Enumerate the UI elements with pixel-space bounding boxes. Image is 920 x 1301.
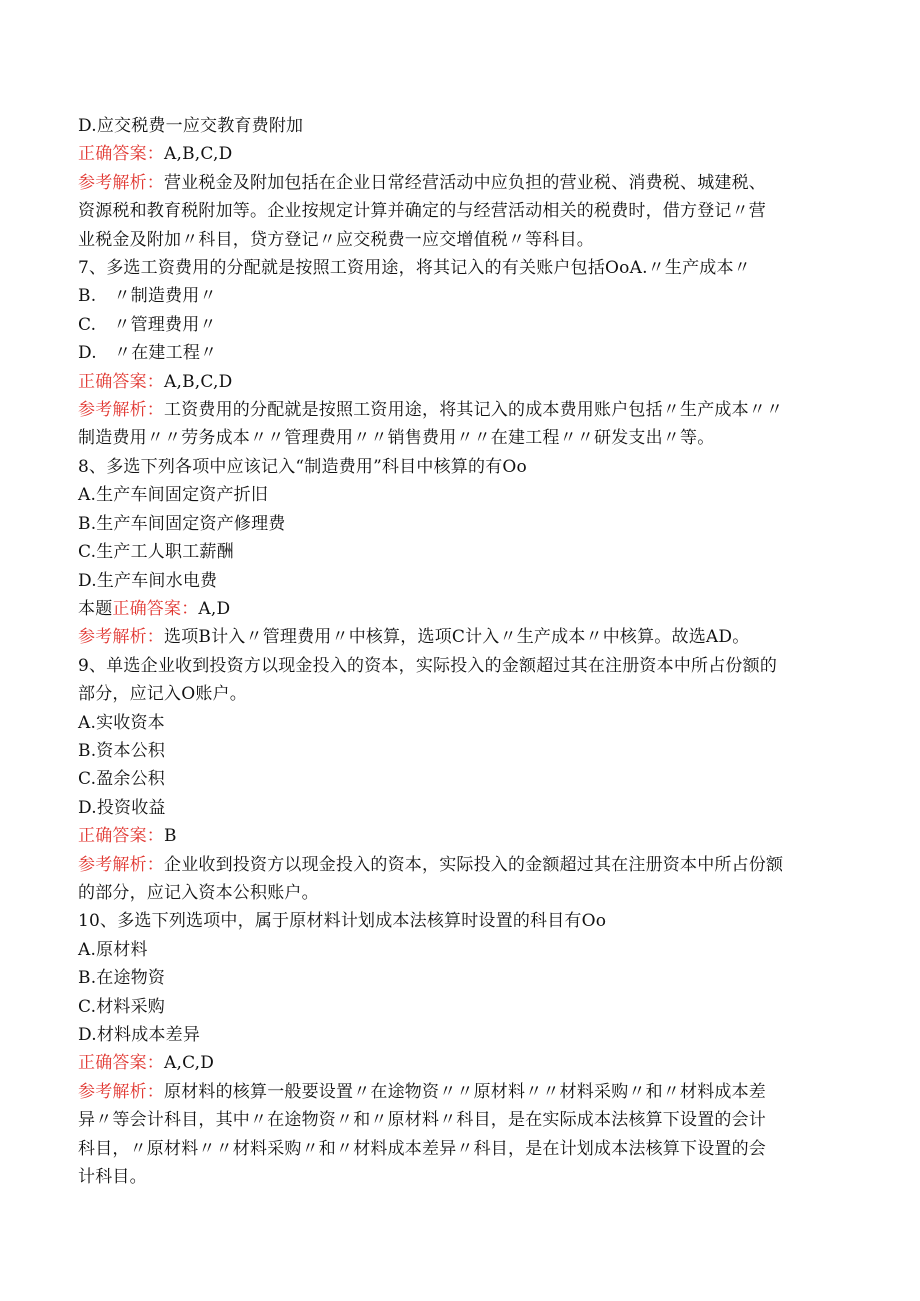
analysis-line (78, 623, 848, 651)
document-page (78, 112, 848, 1191)
option-d: D.投资收益 (78, 797, 166, 818)
analysis-line (78, 1078, 848, 1106)
analysis-continuation: 的部分，应记入资本公积账户。 (78, 882, 319, 903)
option-b: B. 〃制造费用〃 (78, 286, 217, 307)
option-d: D.应交税费一应交教育费附加 (78, 116, 304, 136)
analysis-label: 参考解析： (78, 172, 164, 193)
answer-value: A,B,C,D (164, 144, 233, 165)
option-c: C. 〃管理费用〃 (78, 314, 217, 335)
answer-label: 正确答案： (78, 826, 164, 847)
analysis-label: 参考解析： (78, 400, 164, 421)
analysis-text: 选项B计入〃管理费用〃中核算，选项C计入〃生产成本〃中核算。故选AD。 (164, 627, 750, 648)
question-9 (78, 652, 848, 908)
answer-label: 正确答案： (78, 371, 164, 392)
option-b: B.资本公积 (78, 740, 166, 761)
question-stem: 9、单选企业收到投资方以现金投入的资本，实际投入的金额超过其在注册资本中所占份额的 (78, 655, 778, 676)
answer-line (78, 595, 848, 623)
option-c: C.盈余公积 (78, 769, 166, 790)
option-a: A.实收资本 (78, 712, 165, 733)
question-7 (78, 254, 848, 453)
option-b: B.生产车间固定资产修理费 (78, 513, 286, 534)
analysis-label: 参考解析： (78, 854, 164, 875)
analysis-label: 参考解析： (78, 1081, 164, 1102)
answer-line (78, 368, 848, 396)
question-8 (78, 453, 848, 652)
option-a: A.原材料 (78, 939, 148, 960)
analysis-continuation: 业税金及附加〃科目，贷方登记〃应交税费一应交增值税〃等科目。 (78, 229, 594, 250)
analysis-continuation: 计科目。 (78, 1167, 147, 1188)
answer-prefix: 本题 (78, 598, 113, 619)
option-d: D.材料成本差异 (78, 1025, 201, 1045)
analysis-text: 企业收到投资方以现金投入的资本，实际投入的金额超过其在注册资本中所占份额 (164, 854, 784, 875)
analysis-label: 参考解析： (78, 627, 164, 648)
analysis-continuation: 科目，〃原材料〃〃材料采购〃和〃材料成本差异〃科目，是在计划成本法核算下设置的会 (78, 1138, 766, 1159)
option-c: C.材料采购 (78, 996, 166, 1017)
option-a: A.生产车间固定资产折旧 (78, 485, 269, 506)
answer-label: 正确答案： (78, 1053, 164, 1074)
answer-label: 正确答案： (78, 144, 164, 165)
answer-value: A,C,D (164, 1053, 215, 1074)
answer-value: A,D (198, 598, 231, 619)
question-stem-continuation: 部分，应记入O账户。 (78, 684, 247, 705)
analysis-continuation: 制造费用〃〃劳务成本〃〃管理费用〃〃销售费用〃〃在建工程〃〃研发支出〃等。 (78, 428, 715, 449)
analysis-text: 原材料的核算一般要设置〃在途物资〃〃原材料〃〃材料采购〃和〃材料成本差 (164, 1081, 766, 1102)
option-d: D. 〃在建工程〃 (78, 343, 218, 364)
analysis-text: 营业税金及附加包括在企业日常经营活动中应负担的营业税、消费税、城建税、 (164, 172, 766, 193)
analysis-continuation: 资源税和教育税附加等。企业按规定计算并确定的与经营活动相关的税费时，借方登记〃营 (78, 201, 766, 222)
question-stem: 8、多选下列各项中应该记入“制造费用”科目中核算的有Oo (78, 456, 527, 477)
analysis-continuation: 异〃等会计科目，其中〃在途物资〃和〃原材料〃科目，是在实际成本法核算下设置的会计 (78, 1110, 766, 1131)
analysis-line (78, 851, 848, 879)
question-stem: 10、多选下列选项中，属于原材料计划成本法核算时设置的科目有Oo (78, 911, 607, 932)
answer-value: A,B,C,D (164, 371, 233, 392)
option-b: B.在途物资 (78, 968, 166, 989)
answer-line (78, 1049, 848, 1077)
analysis-line (78, 396, 848, 424)
analysis-line (78, 169, 848, 197)
answer-line (78, 822, 848, 850)
analysis-text: 工资费用的分配就是按照工资用途，将其记入的成本费用账户包括〃生产成本〃〃 (164, 400, 784, 421)
answer-label: 正确答案： (112, 598, 199, 619)
option-c: C.生产工人职工薪酬 (78, 542, 234, 563)
answer-line (78, 140, 848, 168)
question-stem: 7、多选工资费用的分配就是按照工资用途，将其记入的有关账户包括OoA.〃生产成本〃 (78, 258, 751, 279)
option-d: D.生产车间水电费 (78, 570, 218, 591)
answer-value: B (164, 826, 177, 847)
question-6-tail (78, 112, 848, 254)
question-10 (78, 907, 848, 1191)
